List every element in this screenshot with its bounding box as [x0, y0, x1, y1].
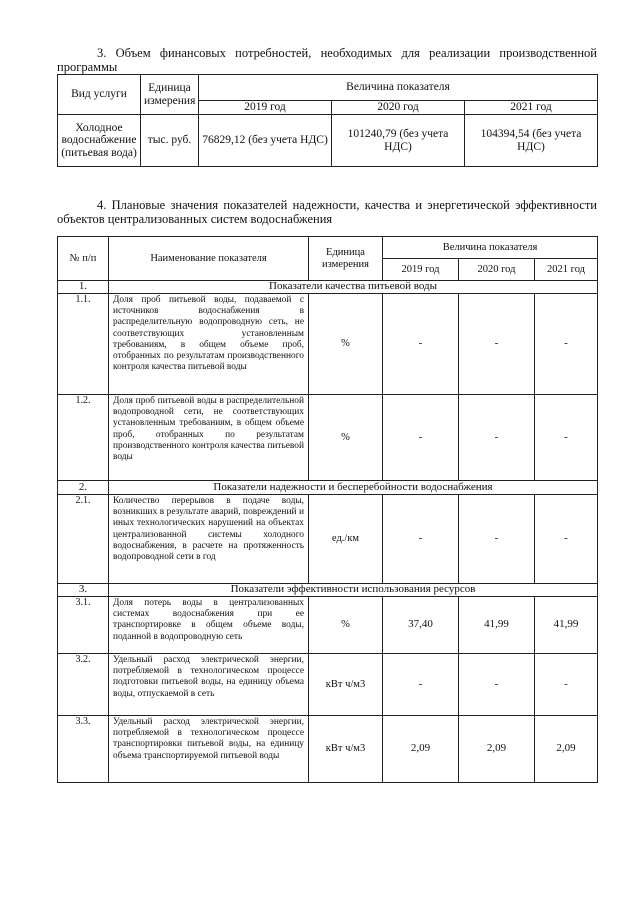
header-year: 2019 год — [383, 259, 459, 281]
row-name: Доля потерь воды в централизованных системах водоснабжения при ее транспортировке в общем объеме воды, поданной в водопроводную сеть — [109, 597, 309, 654]
row-num: 1.2. — [58, 395, 109, 481]
row-unit: % — [309, 597, 383, 654]
table-row — [58, 294, 598, 395]
row-value: - — [383, 294, 459, 395]
table-row — [58, 654, 598, 716]
section-row — [58, 281, 598, 294]
table-header-row — [58, 75, 598, 101]
cell-value: 104394,54 (без учета НДС) — [465, 115, 598, 167]
row-unit: % — [309, 395, 383, 481]
row-value: - — [459, 654, 535, 716]
table-row — [58, 597, 598, 654]
header-value: Величина показателя — [199, 75, 598, 101]
row-unit: % — [309, 294, 383, 395]
row-value: 2,09 — [383, 716, 459, 783]
row-num: 3.1. — [58, 597, 109, 654]
section-num: 2. — [58, 481, 109, 495]
row-name: Доля проб питьевой воды, подаваемой с источников водоснабжения в распределительную водопроводную сеть, не соответствующих установленным требованиям, в общем объеме проб, отобранных по результатам производственного контроля качества питьевой воды — [109, 294, 309, 395]
cell-service: Холодное водоснабжение (питьевая вода) — [58, 115, 141, 167]
table-row — [58, 395, 598, 481]
section-4-number-text: 4. — [97, 198, 107, 212]
header-unit: Единица измерения — [141, 75, 199, 115]
section-title: Показатели эффективности использования ресурсов — [109, 584, 598, 597]
row-value: - — [535, 294, 598, 395]
section-4-heading-text: Плановые значения показателей надежности, качества и энергетической эффективности объектов централизованных систем водоснабжения — [57, 198, 597, 226]
row-value: - — [459, 495, 535, 584]
table-row — [58, 115, 598, 167]
row-unit: кВт ч/м3 — [309, 716, 383, 783]
section-title: Показатели надежности и бесперебойности водоснабжения — [109, 481, 598, 495]
cell-value: 101240,79 (без учета НДС) — [332, 115, 465, 167]
section-row — [58, 584, 598, 597]
header-value: Величина показателя — [383, 237, 598, 259]
row-value: - — [383, 654, 459, 716]
section-row — [58, 481, 598, 495]
row-value: - — [383, 395, 459, 481]
section-3-heading-text: Объем финансовых потребностей, необходимых для реализации производственной программы — [57, 46, 598, 74]
section-num: 3. — [58, 584, 109, 597]
row-value: - — [459, 294, 535, 395]
row-value: - — [535, 395, 598, 481]
header-year: 2021 год — [465, 101, 598, 115]
header-year: 2020 год — [332, 101, 465, 115]
table-row — [58, 716, 598, 783]
row-unit: ед./км — [309, 495, 383, 584]
row-num: 3.3. — [58, 716, 109, 783]
header-year: 2019 год — [199, 101, 332, 115]
indicators-table — [57, 236, 598, 783]
row-value: 37,40 — [383, 597, 459, 654]
row-name: Доля проб питьевой воды в распределительной водопроводной сети, не соответствующих установленным требованиям, в общем объеме проб, отобранных по результатам производственного контроля качества питьевой воды — [109, 395, 309, 481]
row-value: 2,09 — [459, 716, 535, 783]
header-year: 2021 год — [535, 259, 598, 281]
row-value: - — [459, 395, 535, 481]
row-value: 2,09 — [535, 716, 598, 783]
row-value: 41,99 — [535, 597, 598, 654]
table-row — [58, 495, 598, 584]
table-header-row — [58, 237, 598, 259]
row-name: Удельный расход электрической энергии, потребляемой в технологическом процессе транспортировки питьевой воды, на единицу объема транспортируемой питьевой воды — [109, 716, 309, 783]
header-unit: Единица измерения — [309, 237, 383, 281]
header-year: 2020 год — [459, 259, 535, 281]
row-value: 41,99 — [459, 597, 535, 654]
header-num: № п/п — [58, 237, 109, 281]
row-num: 3.2. — [58, 654, 109, 716]
section-title: Показатели качества питьевой воды — [109, 281, 598, 294]
row-name: Количество перерывов в подаче воды, возникших в результате аварий, повреждений и иных технологических нарушений на объектах централизованной системы холодного водоснабжения, в расчете на протяженность водопроводной сети в год — [109, 495, 309, 584]
cell-unit: тыс. руб. — [141, 115, 199, 167]
row-num: 2.1. — [58, 495, 109, 584]
section-3-heading — [57, 46, 597, 74]
section-3-number-text: 3. — [97, 46, 107, 60]
row-num: 1.1. — [58, 294, 109, 395]
row-value: - — [383, 495, 459, 584]
row-value: - — [535, 495, 598, 584]
cell-value: 76829,12 (без учета НДС) — [199, 115, 332, 167]
section-num: 1. — [58, 281, 109, 294]
row-unit: кВт ч/м3 — [309, 654, 383, 716]
header-service: Вид услуги — [58, 75, 141, 115]
row-value: - — [535, 654, 598, 716]
section-4-heading — [57, 198, 597, 226]
row-name: Удельный расход электрической энергии, потребляемой в технологическом процессе подготовки питьевой воды, на единицу объема воды, отпускаемой в сеть — [109, 654, 309, 716]
financial-needs-table — [57, 74, 598, 167]
header-name: Наименование показателя — [109, 237, 309, 281]
